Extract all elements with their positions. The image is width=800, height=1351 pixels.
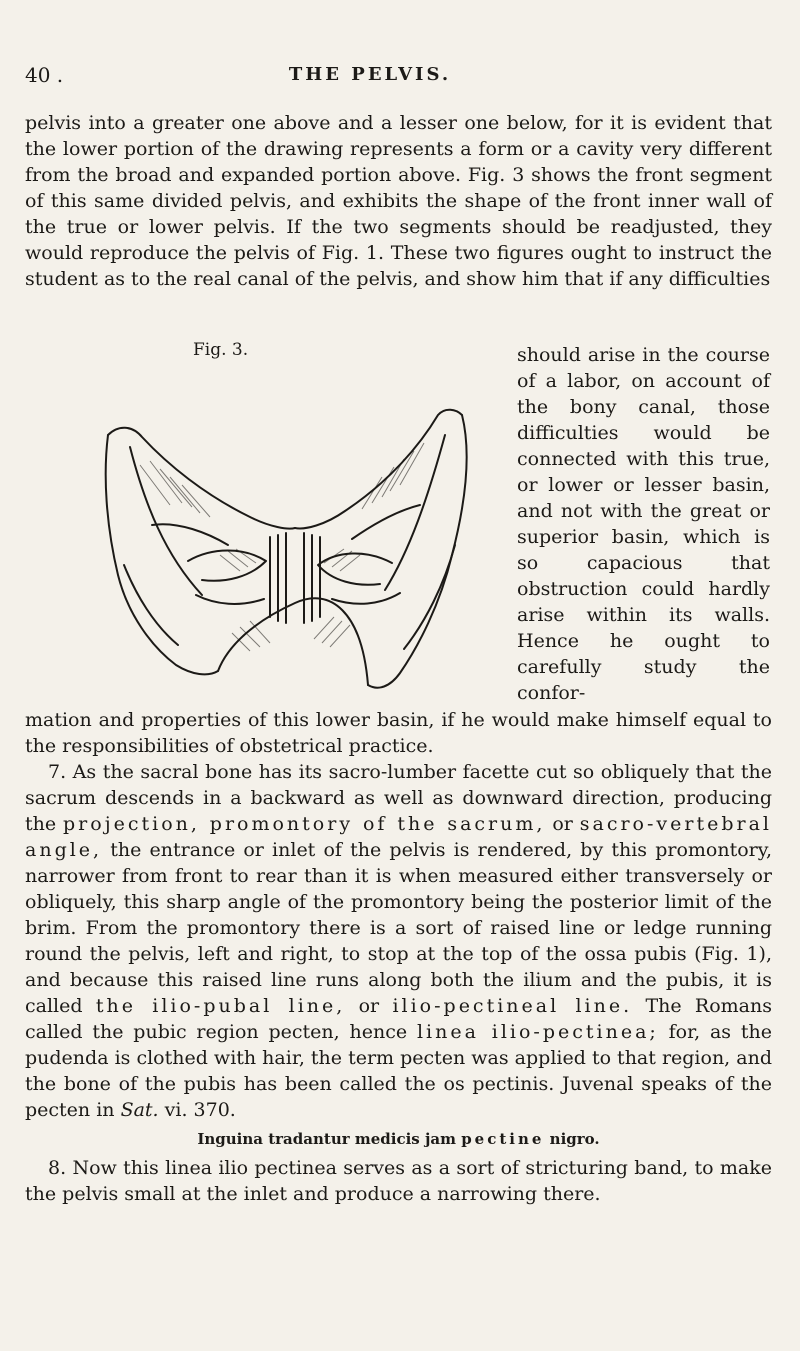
paragraph-text: pelvis into a greater one above and a lesser one below, for it is evident that the lower portion of the drawing represents a form or a cavity very different from the broad and expanded portion above. Fig. 3 shows the front segment of this same divided pelvis, and exhibits the shape of the front inner wall of the true or lower pelvis. If the two segments should be readjusted, they would reproduce the pelvis of Fig. 1. These two figures ought to instruct the student as to the real canal of the pelvis, and show him that if any difficulties <box>25 112 772 290</box>
paragraph-7 <box>25 759 772 1123</box>
paragraph-continuation <box>25 110 772 292</box>
text-run: The Romans called the pubic region pecten, hence <box>25 995 772 1043</box>
spaced-term: linea ilio-pectinea; <box>416 1021 659 1043</box>
quote-text: nigro. <box>544 1130 600 1148</box>
spaced-term: projection, promontory of the sacrum, <box>63 813 546 835</box>
text-run: or <box>345 995 393 1017</box>
italic-term: Sat. <box>120 1099 159 1121</box>
figure-3 <box>100 340 480 700</box>
spaced-term: the ilio-pubal line, <box>95 995 346 1017</box>
paragraph-text: mation and properties of this lower basin, if he would make himself equal to the responsibilities of obstetrical practice. <box>25 709 772 757</box>
pelvis-front-segment-engraving-icon <box>100 385 480 700</box>
paragraph-block <box>25 707 772 1123</box>
wrapped-paragraph-text: should arise in the course of a labor, on account of the bony canal, those difficulties would be connected with this true, or lower or lesser basin, and not with the great or superior basin, which is so capacious that obstruction could hardly arise within its walls. Hence he ought to carefully study the confor- <box>517 344 770 704</box>
paragraph-8-block <box>25 1155 772 1207</box>
text-run: the entrance or inlet of the pelvis is rendered, by this promontory, narrower from front to rear than it is when measured either transversely or obliquely, this sharp angle of the promontory being the posterior limit of the brim. From the promontory there is a sort of raised line or ledge running round the pelvis, left and right, to stop at the top of the ossa pubis (Fig. 1), and because this raised line runs along both the ilium and the pubis, it is called <box>25 839 772 1017</box>
figure-label: Fig. 3. <box>193 340 249 360</box>
latin-quote <box>25 1127 772 1151</box>
quote-spaced-term: pectine <box>461 1130 545 1148</box>
running-head: THE PELVIS. <box>288 64 452 85</box>
text-run: vi. 370. <box>158 1099 236 1121</box>
text-run: for, as the pudenda is clothed with hair, the term pecten was applied to that region, and the bone of the pubis has been called the os pectinis. Juvenal speaks of the pecten in <box>25 1021 772 1121</box>
wrapped-text-column <box>517 342 770 706</box>
paragraph-8: 8. Now this linea ilio pectinea serves as a sort of stricturing band, to make the pelvis small at the inlet and produce a narrowing there. <box>25 1157 772 1205</box>
text-run: 7. As the sacral bone has its sacro-lumber facette cut so obliquely that the sacrum descends in a backward as well as downward direction, producing the <box>25 761 772 835</box>
text-run: or <box>545 813 580 835</box>
page-header <box>25 60 715 90</box>
spaced-term: ilio-pectineal line. <box>392 995 633 1017</box>
page-number: 40 . <box>25 63 64 87</box>
quote-text: Inguina tradantur medicis jam <box>197 1130 462 1148</box>
spaced-term: sacro-vertebral angle, <box>25 813 772 861</box>
